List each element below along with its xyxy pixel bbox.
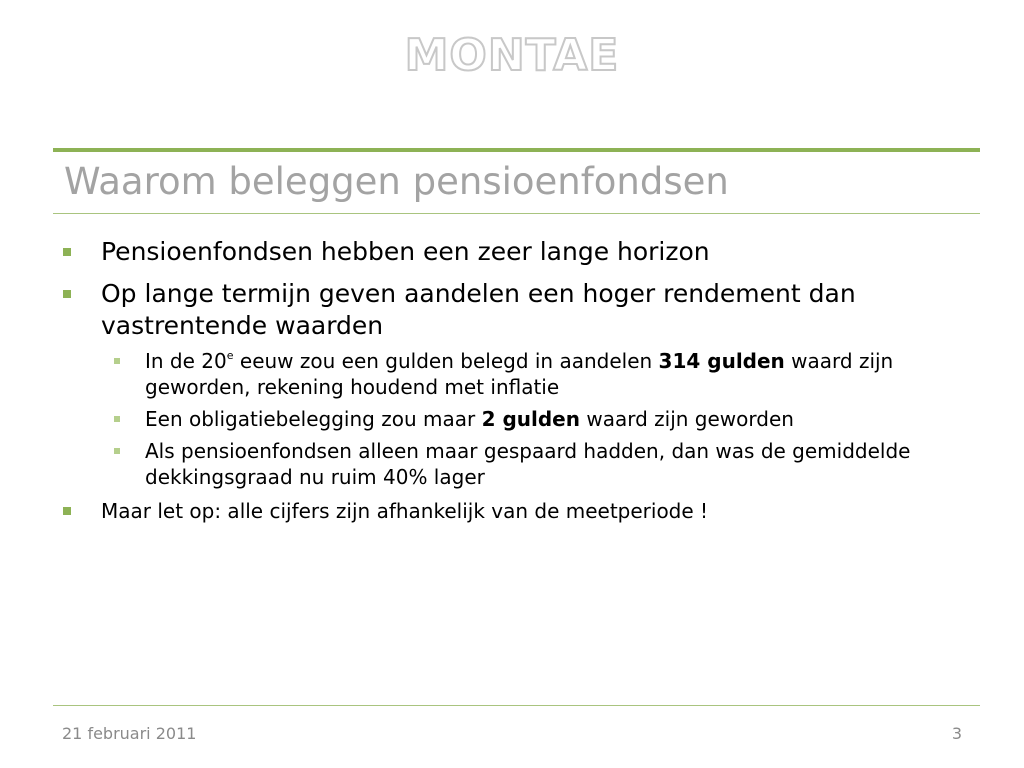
sub-bullet-item — [60, 348, 980, 400]
page-number: 3 — [951, 724, 962, 743]
text-part: In de 20 — [145, 349, 227, 373]
montae-logo: MONTAE — [404, 30, 620, 81]
bullet-text: Op lange termijn geven aandelen een hoger rendement dan vastrentende waarden — [101, 279, 856, 340]
square-bullet-icon — [63, 507, 71, 515]
square-bullet-icon — [114, 358, 120, 364]
sub-bullet-text — [145, 407, 794, 431]
emphasis: 314 gulden — [658, 349, 785, 373]
sub-bullet-item — [60, 406, 980, 432]
footer-date: 21 februari 2011 — [62, 724, 197, 743]
bullet-text: Maar let op: alle cijfers zijn afhankelijk van de meetperiode ! — [101, 499, 709, 523]
top-accent-rule — [53, 148, 980, 152]
square-bullet-icon — [63, 248, 71, 256]
sub-bullet-text — [145, 349, 893, 399]
sub-bullet-item — [60, 438, 980, 490]
square-bullet-icon — [114, 448, 120, 454]
emphasis: 2 gulden — [481, 407, 580, 431]
bullet-item — [60, 236, 980, 268]
text-part: waard zijn geworden — [579, 407, 794, 431]
title-divider — [53, 213, 980, 214]
square-bullet-icon — [63, 290, 71, 298]
bullet-text: Pensioenfondsen hebben een zeer lange horizon — [101, 237, 710, 266]
text-part: Een obligatiebelegging zou maar — [145, 407, 482, 431]
text-part: waard zijn geworden, rekening houdend met inflatie — [145, 349, 894, 399]
text-part: eeuw zou een gulden belegd in aandelen — [233, 349, 659, 373]
slide-body — [60, 236, 980, 524]
footer-divider — [53, 705, 980, 706]
sub-bullet-text: Als pensioenfondsen alleen maar gespaard hadden, dan was de gemiddelde dekkingsgraad nu ruim 40% lager — [145, 439, 911, 489]
bullet-item — [60, 498, 980, 524]
slide-title: Waarom beleggen pensioenfondsen — [64, 160, 729, 203]
bullet-item — [60, 278, 980, 342]
square-bullet-icon — [114, 416, 120, 422]
superscript: e — [226, 349, 234, 363]
